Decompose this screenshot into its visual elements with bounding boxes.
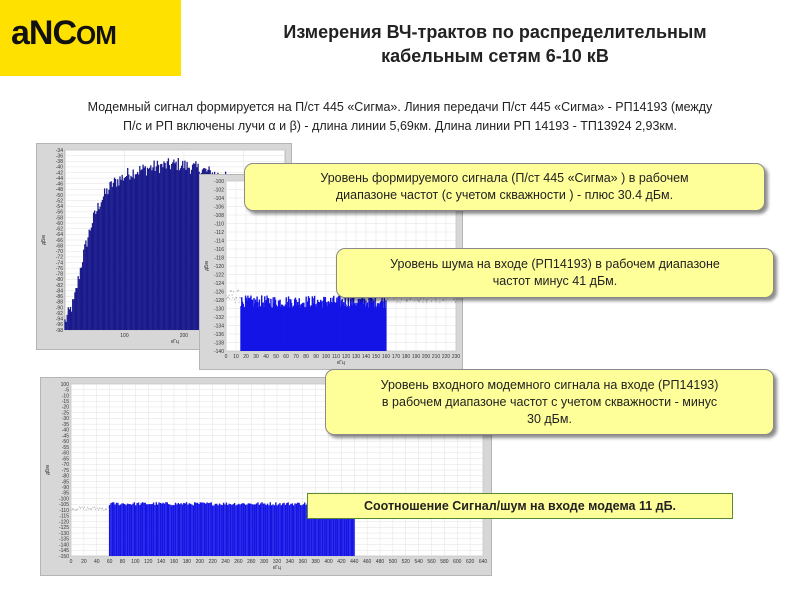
- y-tick-label: -120: [213, 263, 224, 270]
- x-tick-label: 320: [272, 559, 282, 565]
- y-tick-label: -50: [55, 192, 63, 199]
- y-tick-label: -45: [61, 433, 69, 440]
- signal-level-callout: [244, 163, 765, 211]
- y-tick-label: -72: [55, 254, 63, 261]
- x-tick-label: 100: [321, 354, 331, 360]
- y-tick-label: -64: [55, 232, 63, 239]
- signal-level-line-1: Уровень формируемого сигнала (П/ст 445 «Сигма» ) в рабочем: [320, 171, 689, 185]
- y-tick-label: -136: [213, 331, 224, 338]
- y-tick-label: -124: [213, 280, 224, 287]
- y-tick-label: -94: [55, 316, 63, 323]
- logo-wordmark: [11, 14, 116, 53]
- x-tick-label: 110: [332, 354, 340, 360]
- x-tick-label: 220: [208, 559, 217, 565]
- ancom-logo: [0, 0, 181, 76]
- y-tick-label: -60: [61, 450, 69, 457]
- y-tick-label: -108: [213, 212, 224, 219]
- y-tick-label: -140: [213, 348, 224, 355]
- x-tick-label: 10: [233, 354, 239, 360]
- y-tick-label: -85: [61, 479, 69, 486]
- x-axis-label: кГц: [273, 565, 281, 571]
- x-tick-label: 60: [106, 559, 113, 565]
- y-tick-label: -90: [55, 305, 63, 312]
- y-tick-label: -44: [55, 175, 63, 182]
- logo-letter-c: C: [52, 14, 77, 52]
- slide-description: [0, 98, 800, 136]
- noise-level-callout: [336, 248, 774, 298]
- y-tick-label: -150: [58, 553, 69, 560]
- y-tick-label: -46: [55, 181, 63, 188]
- y-tick-label: -102: [213, 187, 224, 194]
- x-tick-label: 300: [259, 559, 269, 565]
- y-tick-label: -118: [214, 255, 224, 262]
- y-tick-label: -125: [58, 525, 69, 532]
- x-tick-label: 640: [478, 559, 488, 565]
- x-tick-label: 160: [169, 559, 179, 565]
- y-tick-label: -80: [61, 473, 69, 480]
- y-tick-label: -115: [59, 513, 69, 520]
- y-tick-label: -15: [61, 399, 69, 405]
- x-tick-label: 180: [401, 354, 411, 360]
- input-level-line-2: в рабочем диапазоне частот с учетом скважности - минус: [381, 395, 718, 409]
- x-tick-label: 400: [324, 559, 333, 565]
- slide-title: [190, 20, 800, 68]
- x-tick-label: 200: [421, 354, 431, 360]
- x-tick-label: 180: [182, 559, 192, 565]
- y-tick-label: -55: [61, 444, 69, 451]
- x-tick-label: 30: [253, 354, 259, 360]
- y-tick-label: -106: [213, 204, 224, 211]
- y-tick-label: -96: [55, 322, 63, 329]
- description-line-1: Модемный сигнал формируется на П/ст 445 «Сигма». Линия передачи П/ст 445 «Сигма» - РП14193 (между: [87, 100, 713, 114]
- x-tick-label: 140: [156, 559, 166, 565]
- x-tick-label: 0: [69, 559, 73, 565]
- y-tick-label: -68: [55, 243, 63, 250]
- x-tick-label: 480: [375, 559, 385, 565]
- y-tick-label: -84: [55, 288, 63, 295]
- input-level-line-3: 30 дБм.: [527, 412, 572, 426]
- y-tick-label: -110: [59, 507, 69, 514]
- x-tick-label: 280: [247, 559, 256, 565]
- y-tick-label: -80: [55, 277, 63, 284]
- x-tick-label: 460: [362, 559, 372, 565]
- x-tick-label: 500: [388, 559, 398, 565]
- y-tick-label: -30: [61, 416, 69, 423]
- y-tick-label: -34: [55, 147, 63, 154]
- x-tick-label: 40: [93, 559, 100, 565]
- y-tick-label: -100: [213, 178, 224, 185]
- slide-title-line-2: кабельным сетям 6-10 кВ: [381, 46, 609, 66]
- y-tick-label: -88: [55, 299, 63, 306]
- logo-letter-n: N: [28, 14, 53, 52]
- y-tick-label: -140: [58, 542, 69, 549]
- y-axis-label: дБм: [204, 261, 210, 271]
- x-tick-label: 240: [221, 559, 230, 565]
- y-tick-label: -116: [214, 246, 224, 253]
- y-tick-label: -90: [61, 485, 69, 491]
- y-axis-label: дБм: [45, 465, 51, 475]
- x-tick-label: 580: [440, 559, 449, 565]
- y-tick-label: -112: [214, 229, 224, 236]
- x-tick-label: 600: [453, 559, 462, 565]
- y-tick-label: -66: [55, 237, 63, 244]
- noise-level-line-1: Уровень шума на входе (РП14193) в рабочем диапазоне: [390, 257, 720, 271]
- x-tick-label: 380: [311, 559, 320, 565]
- x-tick-label: 160: [381, 354, 391, 360]
- description-line-2: П/с и РП включены лучи α и β) - длина линии 5,69км. Длина линии РП 14193 - ТП13924 2,93км.: [123, 119, 677, 133]
- x-tick-label: 540: [414, 559, 423, 565]
- y-tick-label: 100: [60, 381, 69, 388]
- y-tick-label: -100: [58, 496, 69, 503]
- y-tick-label: -104: [213, 195, 224, 202]
- y-tick-label: -82: [55, 282, 63, 289]
- signal-level-line-2: диапазоне частот (с учетом скважности ) - плюс 30.4 дБм.: [335, 188, 674, 202]
- y-tick-label: -126: [213, 289, 224, 296]
- x-tick-label: 90: [313, 354, 319, 360]
- y-tick-label: -52: [55, 198, 63, 205]
- x-tick-label: 20: [243, 354, 249, 360]
- y-tick-label: -40: [55, 164, 63, 171]
- x-tick-label: 230: [451, 354, 461, 360]
- x-tick-label: 130: [351, 354, 361, 360]
- y-tick-label: -86: [55, 294, 63, 301]
- x-tick-label: 200: [195, 559, 204, 565]
- y-tick-label: -130: [213, 306, 224, 313]
- x-tick-label: 220: [441, 354, 451, 360]
- x-tick-label: 260: [234, 559, 243, 565]
- x-tick-label: 190: [411, 354, 421, 360]
- y-tick-label: -134: [213, 323, 224, 330]
- x-tick-label: 560: [427, 559, 436, 565]
- y-tick-label: -145: [58, 548, 69, 555]
- x-tick-label: 440: [350, 559, 359, 565]
- y-tick-label: -138: [213, 340, 224, 347]
- slide-title-line-1: Измерения ВЧ-трактов по распределительным: [283, 22, 707, 42]
- y-tick-label: -50: [61, 439, 69, 446]
- x-tick-label: 120: [144, 559, 153, 565]
- y-tick-label: -54: [55, 204, 63, 211]
- y-tick-label: -62: [55, 226, 63, 233]
- x-tick-label: 70: [293, 354, 299, 360]
- y-tick-label: -56: [55, 209, 63, 216]
- y-tick-label: -35: [61, 421, 69, 428]
- y-tick-label: -70: [61, 462, 69, 469]
- y-tick-label: -120: [58, 519, 69, 526]
- input-level-callout: [325, 369, 774, 435]
- x-tick-label: 360: [298, 559, 307, 565]
- x-tick-label: 340: [285, 559, 295, 565]
- y-tick-label: -122: [213, 272, 224, 279]
- y-tick-label: -95: [61, 490, 69, 497]
- x-tick-label: 50: [273, 354, 279, 360]
- x-tick-label: 520: [401, 559, 410, 565]
- x-tick-label: 100: [131, 559, 140, 565]
- logo-letters-om: OM: [76, 20, 116, 50]
- x-tick-label: 620: [465, 559, 475, 565]
- y-tick-label: -58: [55, 215, 63, 222]
- x-tick-label: 100: [120, 333, 129, 339]
- y-axis-label: дБм: [41, 235, 47, 245]
- y-tick-label: -20: [61, 404, 69, 411]
- y-tick-label: -75: [61, 467, 69, 474]
- y-tick-label: -78: [55, 271, 63, 278]
- x-tick-label: 150: [371, 354, 381, 360]
- x-tick-label: 200: [179, 333, 189, 339]
- y-tick-label: -60: [55, 220, 63, 227]
- x-tick-label: 140: [361, 354, 371, 360]
- x-tick-label: 20: [81, 559, 87, 565]
- y-tick-label: -132: [213, 314, 224, 321]
- y-tick-label: -105: [58, 502, 69, 509]
- input-level-line-1: Уровень входного модемного сигнала на входе (РП14193): [380, 378, 719, 392]
- y-tick-label: -65: [61, 456, 69, 463]
- y-tick-label: -5: [64, 387, 69, 394]
- y-tick-label: -42: [55, 170, 63, 177]
- x-axis-label: кГц: [337, 360, 345, 366]
- y-tick-label: -114: [214, 238, 224, 245]
- snr-label: Соотношение Сигнал/шум на входе модема 11 дБ.: [307, 493, 733, 519]
- y-tick-label: -92: [55, 310, 63, 317]
- y-tick-label: -76: [55, 265, 63, 272]
- x-tick-label: 60: [283, 354, 289, 360]
- y-tick-label: -48: [55, 187, 63, 194]
- x-tick-label: 120: [341, 354, 351, 360]
- y-tick-label: -10: [61, 393, 69, 400]
- noise-level-line-2: частот минус 41 дБм.: [492, 274, 618, 288]
- y-tick-label: -25: [61, 410, 69, 417]
- y-tick-label: -36: [55, 153, 63, 160]
- x-axis-label: кГц: [171, 339, 179, 345]
- x-tick-label: 0: [224, 354, 228, 360]
- y-tick-label: -98: [55, 327, 63, 334]
- logo-letter-a: a: [11, 14, 29, 52]
- y-tick-label: -110: [214, 221, 224, 228]
- y-tick-label: -128: [213, 297, 224, 304]
- y-tick-label: -70: [55, 249, 63, 256]
- x-tick-label: 80: [303, 354, 309, 360]
- x-tick-label: 40: [263, 354, 269, 360]
- y-tick-label: -40: [61, 427, 69, 434]
- x-tick-label: 170: [391, 354, 401, 360]
- x-tick-label: 420: [337, 559, 346, 565]
- y-tick-label: -74: [55, 260, 63, 267]
- y-tick-label: -130: [58, 530, 69, 537]
- x-tick-label: 80: [119, 559, 126, 565]
- x-tick-label: 210: [431, 354, 441, 360]
- y-tick-label: -135: [58, 536, 69, 543]
- y-tick-label: -38: [55, 159, 63, 166]
